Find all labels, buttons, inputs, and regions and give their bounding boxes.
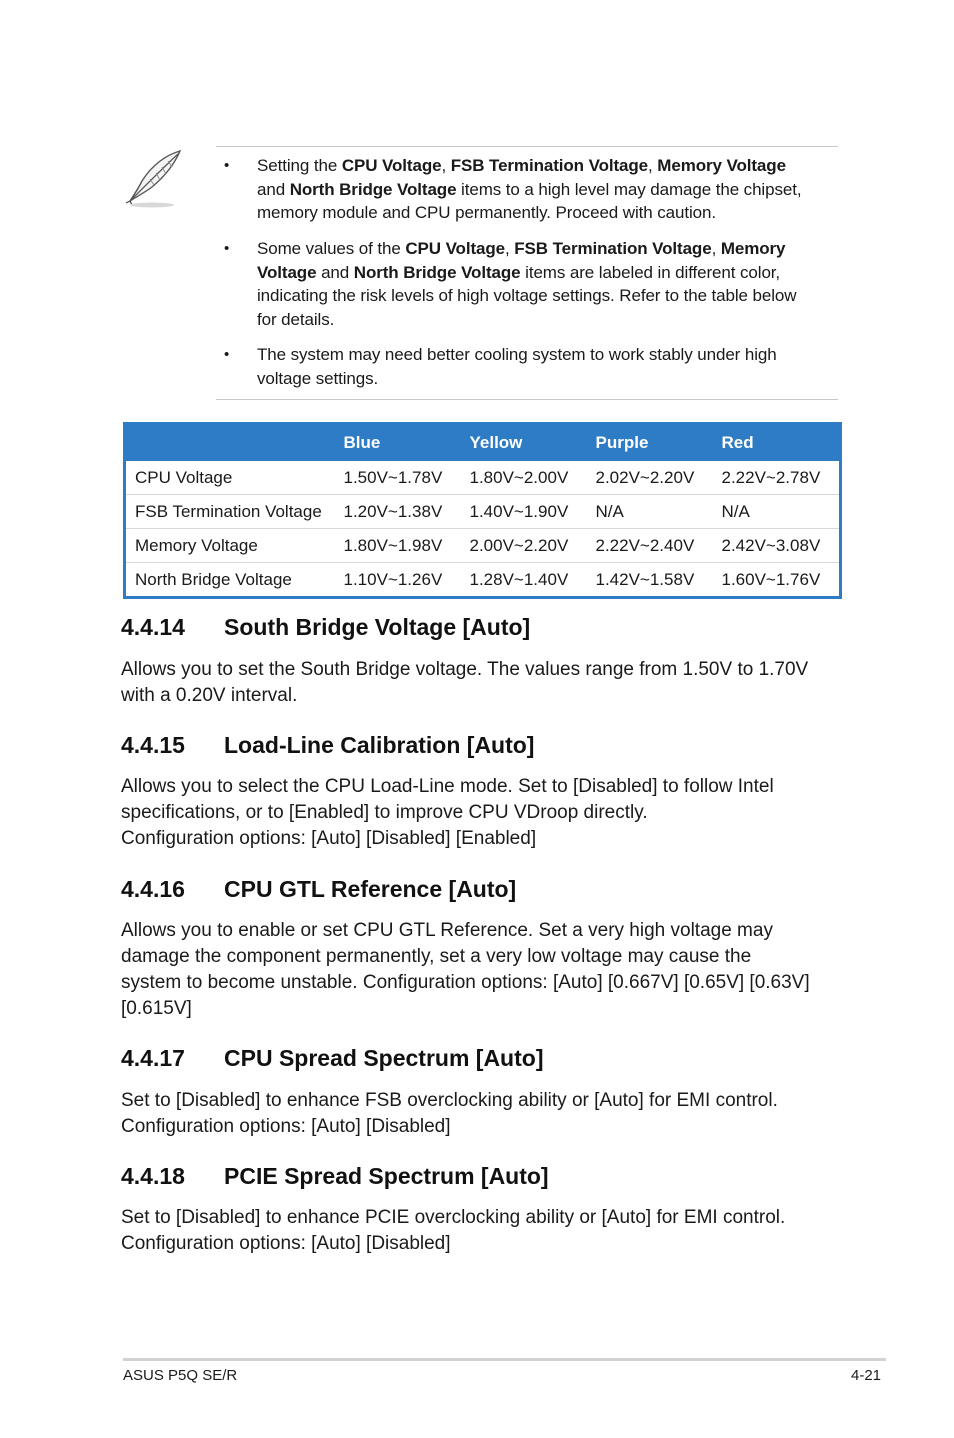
table-cell: N/A <box>713 495 841 529</box>
note-item-2 <box>257 237 827 331</box>
section-heading-4-4-14: 4.4.14 South Bridge Voltage [Auto] <box>121 614 531 640</box>
footer-page-number: 4-21 <box>851 1367 882 1384</box>
table-row <box>125 495 841 529</box>
table-cell: Memory Voltage <box>125 529 335 563</box>
table-cell: North Bridge Voltage <box>135 569 292 589</box>
table-cell: CPU Voltage <box>125 461 335 495</box>
footer-divider <box>123 1358 886 1361</box>
note-item-1-line-1: Setting the CPU Voltage, FSB Termination Voltage, Memory Voltage <box>257 156 786 175</box>
table-cell: 1.40V~1.90V <box>461 495 587 529</box>
note-item-1 <box>257 154 827 225</box>
note-item-2-line-4: for details. <box>257 309 335 329</box>
section-heading-4-4-15: 4.4.15 Load-Line Calibration [Auto] <box>121 732 535 758</box>
section-body-4-4-18: Set to [Disabled] to enhance PCIE overclocking ability or [Auto] for EMI control. Configuration options: [Auto] [Disabled] <box>121 1207 786 1254</box>
section-heading-4-4-16: 4.4.16 CPU GTL Reference [Auto] <box>121 876 517 902</box>
note-item-2-line-1: Some values of the CPU Voltage, FSB Termination Voltage, Memory <box>257 239 786 258</box>
table-row <box>125 529 841 563</box>
table-cell: 2.42V~3.08V <box>713 529 841 563</box>
table-cell: N/A <box>587 495 713 529</box>
section-heading-4-4-18: 4.4.18 PCIE Spread Spectrum [Auto] <box>121 1163 549 1189</box>
note-item-3-line-2: voltage settings. <box>257 368 379 388</box>
section-body-4-4-17: Set to [Disabled] to enhance FSB overclocking ability or [Auto] for EMI control. Configuration options: [Auto] [Disabled] <box>121 1090 778 1137</box>
table-cell: 1.42V~1.58V <box>595 569 695 589</box>
table-cell: 1.28V~1.40V <box>469 569 569 589</box>
table-cell: 2.22V~2.78V <box>713 461 841 495</box>
table-cell: 1.50V~1.78V <box>335 461 461 495</box>
table-cell: 1.20V~1.38V <box>335 495 461 529</box>
table-header-cell <box>125 424 335 462</box>
voltage-color-table <box>123 422 842 599</box>
footer-product-name: ASUS P5Q SE/R <box>123 1367 238 1384</box>
table-header-cell: Red <box>713 424 841 462</box>
note-item-3 <box>257 343 827 390</box>
section-body-4-4-14: Allows you to set the South Bridge voltage. The values range from 1.50V to 1.70V with a 0.20V interval. <box>121 659 809 706</box>
table-header-row <box>125 424 841 462</box>
section-heading-4-4-17: 4.4.17 CPU Spread Spectrum [Auto] <box>121 1045 544 1071</box>
note-item-1-line-3: memory module and CPU permanently. Proceed with caution. <box>257 203 716 222</box>
table-cell: 2.00V~2.20V <box>461 529 587 563</box>
feather-quill-icon <box>122 147 188 209</box>
note-item-1-line-2: and North Bridge Voltage items to a high level may damage the chipset, <box>257 179 802 199</box>
table-cell: 1.10V~1.26V <box>343 569 443 589</box>
note-item-3-line-1: The system may need better cooling system to work stably under high <box>257 345 777 364</box>
table-cell: 1.80V~2.00V <box>461 461 587 495</box>
table-header-cell: Yellow <box>461 424 587 462</box>
table-row <box>125 563 841 598</box>
table-header-cell: Purple <box>587 424 713 462</box>
table-cell: 2.02V~2.20V <box>587 461 713 495</box>
section-body-4-4-15: Allows you to select the CPU Load-Line mode. Set to [Disabled] to follow Intel specifications, or to [Enabled] to improve CPU VDroop directly. Configuration options: [Auto] [Disabled] [Enabled] <box>121 776 774 849</box>
table-cell: 1.60V~1.76V <box>721 569 821 589</box>
table-row <box>125 461 841 495</box>
note-item-2-line-3: indicating the risk levels of high voltage settings. Refer to the table below <box>257 286 797 305</box>
table-cell: 1.80V~1.98V <box>335 529 461 563</box>
table-cell: FSB Termination Voltage <box>125 495 335 529</box>
table-cell: 2.22V~2.40V <box>587 529 713 563</box>
bullet-1: • <box>224 157 230 174</box>
note-item-2-line-2: Voltage and North Bridge Voltage items are labeled in different color, <box>257 262 781 282</box>
section-body-4-4-16: Allows you to enable or set CPU GTL Reference. Set a very high voltage may damage the component permanently, set a very low voltage may cause the system to become unstable. Configuration options: [Auto] [0.667V] [0.65V] [0.63V] [0.615V] <box>121 920 810 1019</box>
table-header-cell: Blue <box>335 424 461 462</box>
bullet-3: • <box>224 346 230 363</box>
bullet-2: • <box>224 240 230 257</box>
